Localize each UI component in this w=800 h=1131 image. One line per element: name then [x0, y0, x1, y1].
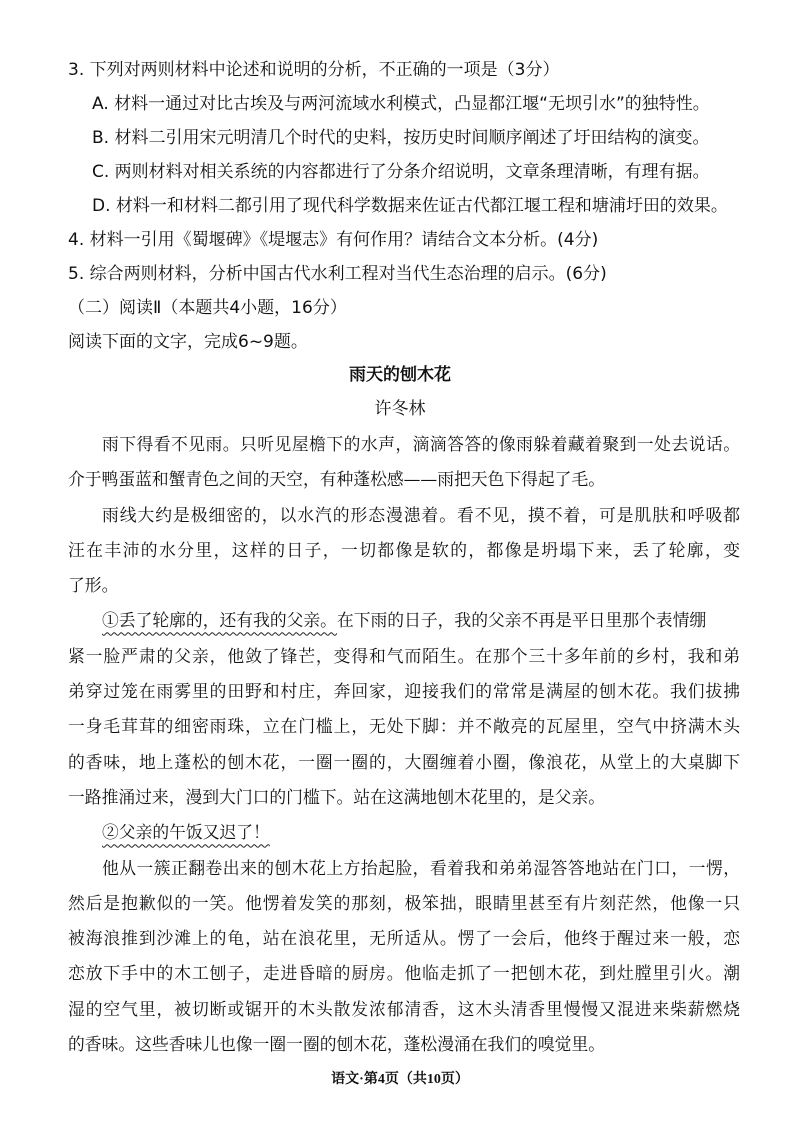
- paragraph-line: 弟穿过笼在雨雾里的田野和村庄，奔回家，迎接我们的常常是满屋的刨木花。我们拔拂: [68, 681, 740, 702]
- marked-sentence-2: ②父亲的午饭又迟了！: [102, 822, 270, 843]
- paragraph-line: 然后是抱歉似的一笑。他愣着发笑的那刻，极笨拙，眼睛里甚至有片刻茫然，他像一只: [68, 892, 740, 913]
- paragraph-line: [68, 603, 740, 638]
- option-b: B. 材料二引用宋元明清几个时代的史料，按历史时间顺序阐述了圩田结构的演变。: [92, 128, 710, 148]
- question-4: 4. 材料一引用《蜀堰碑》《堤堰志》有何作用？请结合文本分析。(4分): [68, 230, 599, 250]
- paragraph-line: 雨线大约是极细密的，以水汽的形态漫漶着。看不见，摸不着，可是肌肤和呼吸都: [102, 504, 740, 525]
- article-author: 许冬林: [374, 399, 426, 419]
- paragraph-line: [68, 815, 740, 850]
- option-c: C. 两则材料对相关系统的内容都进行了分条介绍说明，文章条理清晰，有理有据。: [92, 162, 710, 182]
- paragraph-line: 雨下得看不见雨。只听见屋檐下的水声，滴滴答答的像雨躲着藏着聚到一处去说话。: [102, 434, 740, 454]
- paragraph-line: 一路推涌过来，漫到大门口的门槛下。站在这满地刨木花里的，是父亲。: [68, 786, 606, 807]
- reading-instruction: 阅读下面的文字，完成6~9题。: [68, 332, 308, 352]
- paragraph-line: 他从一簇正翻卷出来的刨木花上方抬起脸，看着我和弟弟湿答答地站在门口，一愣，: [102, 857, 740, 878]
- option-a: A. 材料一通过对比古埃及与两河流域水利模式，凸显都江堰“无坝引水”的独特性。: [92, 94, 710, 114]
- questions-section: [68, 53, 748, 359]
- option-d: D. 材料一和材料二都引用了现代科学数据来佐证古代都江堰工程和塘浦圩田的效果。: [92, 196, 728, 216]
- question-5: 5. 综合两则材料，分析中国古代水利工程对当代生态治理的启示。(6分): [68, 264, 607, 284]
- question-3: 3. 下列对两则材料中论述和说明的分析，不正确的一项是（3分）: [68, 60, 560, 80]
- marked-sentence-1: ①丢了轮廓的，还有我的父亲。: [102, 610, 337, 631]
- paragraph-line: 的香味。这些香味儿也像一圈一圈的刨木花，蓬松漫涌在我们的嗅觉里。: [68, 1034, 606, 1055]
- paragraph-line: 介于鸭蛋蓝和蟹青色之间的天空，有种蓬松感——雨把天色下得起了毛。: [68, 469, 606, 490]
- paragraph-line: 被海浪推到沙滩上的龟，站在浪花里，无所适从。愣了一会后，他终于醒过来一般，恋: [68, 928, 740, 949]
- paragraph-line: 汪在丰沛的水分里，这样的日子，一切都像是软的，都像是坍塌下来，丢了轮廓，变: [68, 539, 740, 560]
- paragraph-text: 在下雨的日子，我的父亲不再是平日里那个表情绷: [336, 610, 707, 631]
- article-title: 雨天的刨木花: [349, 365, 451, 385]
- article-body: [68, 427, 740, 1062]
- paragraph-line: 一身毛茸茸的细密雨珠，立在门槛上，无处下脚：并不敞亮的瓦屋里，空气中挤满木头: [68, 716, 740, 737]
- paragraph-line: 恋放下手中的木工刨子，走进昏暗的厨房。他临走抓了一把刨木花，到灶膛里引火。潮: [68, 963, 740, 984]
- section-heading: （二）阅读Ⅱ（本题共4小题，16分）: [68, 298, 347, 318]
- paragraph-line: 紧一脸严肃的父亲，他敛了锋芒，变得和气而陌生。在那个三十多年前的乡村，我和弟: [68, 645, 740, 666]
- paragraph-line: 的香味，地上蓬松的刨木花，一圈一圈的，大圈缠着小圈，像浪花，从堂上的大桌脚下: [68, 751, 740, 772]
- paragraph-line: 了形。: [68, 575, 119, 596]
- paragraph-line: 湿的空气里，被切断或锯开的木头散发浓郁清香，这木头清香里慢慢又混进来柴薪燃烧: [68, 998, 740, 1019]
- page-footer: 语文·第4页（共10页）: [331, 1072, 469, 1087]
